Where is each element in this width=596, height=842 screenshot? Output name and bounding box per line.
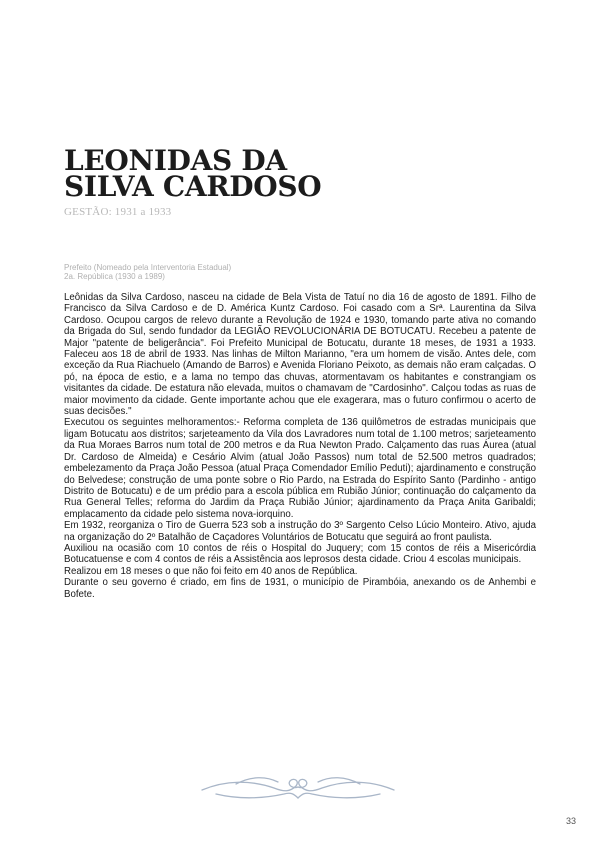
flourish-ornament-icon xyxy=(196,770,400,806)
title-line-2: SILVA CARDOSO xyxy=(64,170,322,203)
biography-paragraph: Durante o seu governo é criado, em fins de 1931, o município de Pirambóia, anexando os de Anhembi e Bofete. xyxy=(64,577,536,600)
title-line-1: LEONIDAS DA xyxy=(64,144,287,177)
page-number: 33 xyxy=(566,816,577,826)
office-meta-line-1: Prefeito (Nomeado pela Interventoria Estadual) xyxy=(64,263,232,272)
office-meta-line-2: 2a. República (1930 a 1989) xyxy=(64,272,165,281)
page-title xyxy=(64,144,322,203)
office-meta xyxy=(64,263,231,281)
term-subtitle: GESTÃO: 1931 a 1933 xyxy=(64,206,172,218)
biography-paragraph: Executou os seguintes melhoramentos:- Reforma completa de 136 quilômetros de estradas municipais que ligam Botucatu aos distritos; sarjeteamento da Vila dos Lavradores num total de 1.100 metros; sarjeteamento da Rua Moraes Barros num total de 200 metros e da Rua Newton Prado. Calçamento das ruas Áurea (atual Dr. Cardoso de Almeida) e Cesário Alvim (atual João Passos) num total de 52.500 metros quadrados; embelezamento da Praça João Pessoa (atual Praça Comendador Emílio Peduti); ajardinamento e construção do Belvedese; construção de uma ponte sobre o Rio Pardo, na Estrada do Espírito Santo (Pardinho - antigo Distrito de Botucatu) e de um prédio para a escola pública em Rubião Júnior; continuação do calçamento da Rua General Telles; reforma do Jardim da Praça Rubião Júnior; ajardinamento da Praça Anita Garibaldi; emplacamento da cidade pelo sistema nova-iorquino. xyxy=(64,417,536,520)
biography-paragraph: Realizou em 18 meses o que não foi feito em 40 anos de República. xyxy=(64,565,358,577)
biography-paragraph: Leônidas da Silva Cardoso, nasceu na cidade de Bela Vista de Tatuí no dia 16 de agosto de 1891. Filho de Francisco da Silva Cardoso e de D. América Kuntz Cardoso. Foi casado com a Srª. Laurentina da Silva Cardoso. Ocupou cargos de relevo durante a Revolução de 1924 e 1930, tomando parte ativa no comando da Brigada do Sul, sendo fundador da LEGIÃO REVOLUCIONÁRIA DE BOTUCATU. Recebeu a patente de Major "patente de beligerância". Foi Prefeito Municipal de Botucatu, durante 18 meses, de 1931 a 1933. Faleceu aos 18 de abril de 1933. Nas linhas de Milton Marianno, "era um homem de visão. Antes dele, com exceção da Rua Riachuelo (Amando de Barros) e Avenida Floriano Peixoto, as demais não eram calçadas. O pó, na época de estio, e a lama no tempo das chuvas, atormentavam os habitantes e constrangiam os visitantes da cidade. De estatura não elevada, muitos o chamavam de "Cardosinho". Calçou todas as ruas de maior movimento da cidade. Gente importante achou que ele exagerara, mas o futuro confirmou o acerto de suas decisões." xyxy=(64,292,536,418)
biography-paragraph: Em 1932, reorganiza o Tiro de Guerra 523 sob a instrução do 3º Sargento Celso Lúcio Monteiro. Ativo, ajuda na organização do 2º Batalhão de Caçadores Voluntários de Botucatu que seguirá ao front paulista. xyxy=(64,520,536,543)
biography-paragraph: Auxiliou na ocasião com 10 contos de réis o Hospital do Juquery; com 15 contos de réis a Misericórdia Botucatuense e com 4 contos de réis a Assistência aos leprosos desta cidade. Criou 4 escolas municipais. xyxy=(64,542,536,566)
biography-text xyxy=(64,292,536,600)
